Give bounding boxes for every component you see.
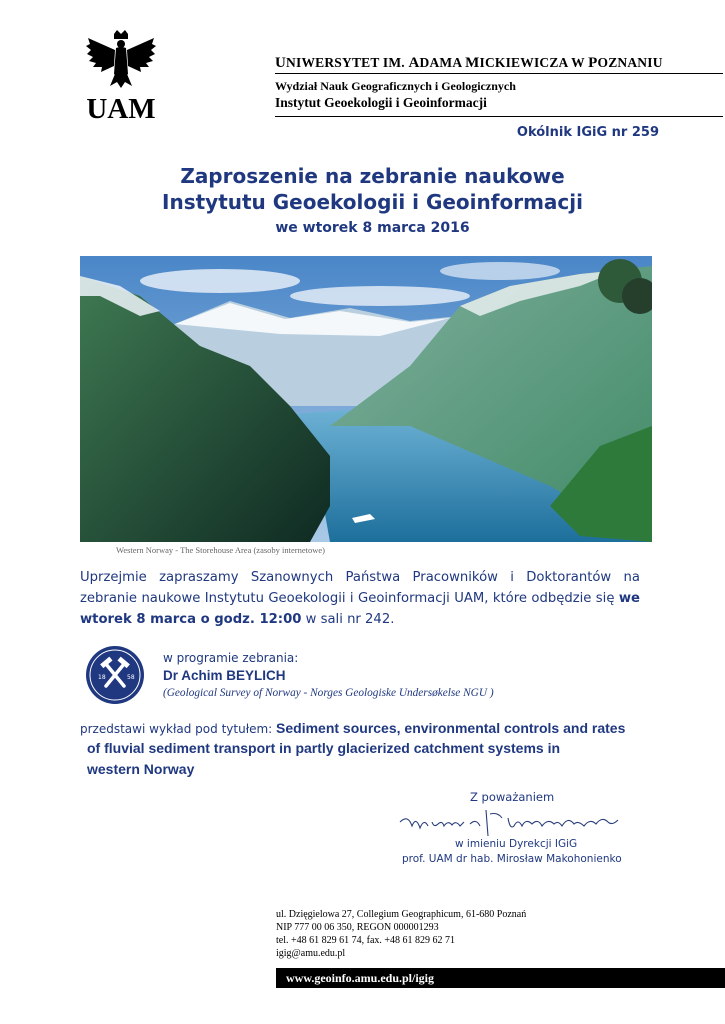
title-date: we wtorek 8 marca 2016 (275, 220, 470, 236)
footer-ids: NIP 777 00 06 350, REGON 000001293 (276, 922, 439, 933)
svg-text:58: 58 (127, 674, 135, 681)
header-divider (275, 73, 723, 74)
program-label: w programie zebrania: (163, 651, 299, 665)
lecture-title-line-2: of fluvial sediment transport in partly glacierized catchment systems in (87, 740, 561, 756)
faculty-name: Wydział Nauk Geograficznych i Geologicznych (275, 79, 516, 93)
lecture-title-line-1: przedstawi wykład pod tytułem: Sediment sources, environmental controls and rates (80, 720, 626, 736)
title-line-1: Zaproszenie na zebranie naukowe (180, 164, 565, 188)
title-line-2: Instytutu Geoekologii i Geoinformacji (162, 190, 583, 214)
header-divider (275, 116, 723, 117)
footer-email[interactable]: igig@amu.edu.pl (276, 948, 346, 959)
speaker-name: Dr Achim BEYLICH (163, 668, 286, 683)
meeting-datetime: we wtorek 8 marca o godz. 12:00 (80, 591, 640, 627)
university-name: UNIWERSYTET IM. ADAMA MICKIEWICZA W POZNANIU (275, 55, 663, 71)
speaker-affiliation: (Geological Survey of Norway - Norges Geologiske Undersøkelse NGU ) (163, 687, 494, 699)
website-link[interactable]: www.geoinfo.amu.edu.pl/igig (286, 971, 435, 985)
lecture-title-line-3: western Norway (87, 761, 195, 777)
signer-name: prof. UAM dr hab. Mirosław Makohonienko (402, 853, 622, 865)
fjord-photo (80, 256, 652, 542)
svg-text:18: 18 (98, 674, 106, 681)
logo-text: UAM (86, 93, 156, 122)
photo-caption: Western Norway - The Storehouse Area (zasoby internetowe) (116, 545, 325, 555)
invitation-paragraph: Uprzejmie zapraszamy Szanownych Państwa Pracowników i Doktorantów na zebranie naukowe Instytutu Geoekologii i Geoinformacji UAM, które odbędzie się we wtorek 8 marca o godz. 12:00 w sali nr 242. (80, 570, 640, 627)
footer-address: ul. Dzięgielowa 27, Collegium Geographicum, 61-680 Poznań (276, 909, 527, 920)
institute-name: Instytut Geoekologii i Geoinformacji (275, 95, 487, 110)
closing-regards: Z poważaniem (470, 790, 555, 804)
handwritten-signature (398, 808, 628, 838)
uam-eagle-logo (84, 30, 158, 122)
on-behalf-of: w imieniu Dyrekcji IGiG (455, 838, 578, 850)
hammer-badge-icon (86, 646, 144, 704)
footer-contact (276, 908, 526, 960)
circular-number: Okólnik IGiG nr 259 (516, 125, 659, 140)
footer-phone: tel. +48 61 829 61 74, fax. +48 61 829 62 71 (276, 935, 456, 946)
